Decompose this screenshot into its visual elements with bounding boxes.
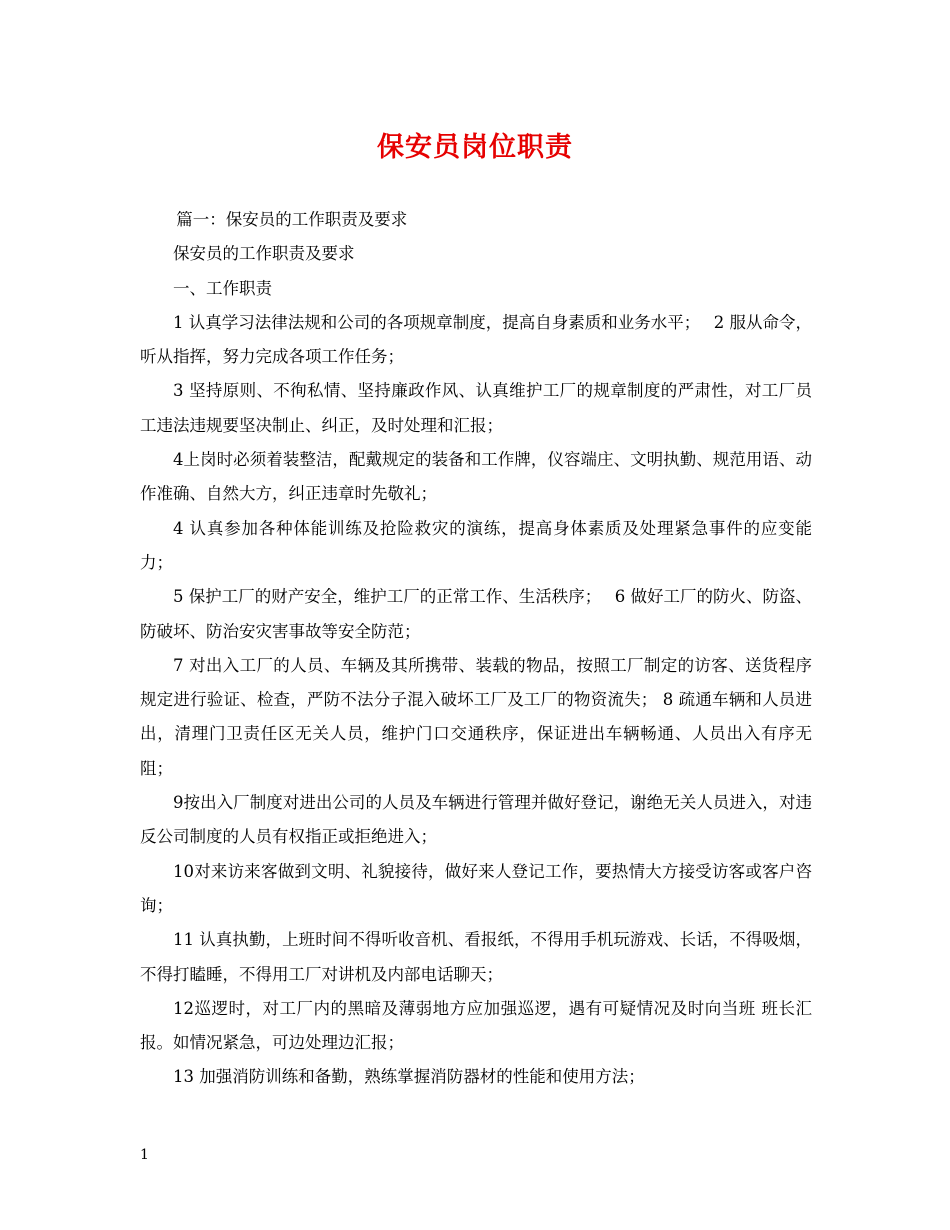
paragraph: 13 加强消防训练和备勤，熟练掌握消防器材的性能和使用方法； [173,1067,645,1087]
paragraph: 12巡逻时，对工厂内的黑暗及薄弱地方应加强巡逻，遇有可疑情况及时向当班 班长汇报。如情况紧急，可边处理边汇报； [140,998,812,1053]
paragraph: 9按出入厂制度对进出公司的人员及车辆进行管理并做好登记，谢绝无关人员进入，对违反公司制度的人员有权指正或拒绝进入； [140,793,812,847]
document-body [140,203,812,1095]
section-title: 一、工作职责 [173,278,272,298]
paragraph: 1 认真学习法律法规和公司的各项规章制度，提高自身素质和业务水平； 2 服从命令，听从指挥，努力完成各项工作任务； [140,312,812,367]
paragraph: 5 保护工厂的财产安全，维护工厂的正常工作、生活秩序； 6 做好工厂的防火、防盗、防破坏、防治安灾害事故等安全防范； [140,587,812,641]
paragraph: 4上岗时必须着装整洁，配戴规定的装备和工作牌，仪容端庄、文明执勤、规范用语、动作准确、自然大方，纠正违章时先敬礼； [140,450,812,504]
document-title: 保安员岗位职责 [377,132,573,163]
paragraph: 4 认真参加各种体能训练及抢险救灾的演练，提高身体素质及处理紧急事件的应变能力； [140,518,812,572]
page-number: 1 [140,1147,149,1163]
section-heading: 篇一：保安员的工作职责及要求 [176,210,408,229]
paragraph: 10对来访来客做到文明、礼貌接待，做好来人登记工作，要热情大方接受访客或客户咨询； [140,861,812,915]
paragraph: 11 认真执勤，上班时间不得听收音机、看报纸，不得用手机玩游戏、长话，不得吸烟，不得打瞌睡，不得用工厂对讲机及内部电话聊天； [140,930,812,984]
paragraph: 7 对出入工厂的人员、车辆及其所携带、装载的物品，按照工厂制定的访客、送货程序规定进行验证、检查，严防不法分子混入破坏工厂及工厂的物资流失； 8 疏通车辆和人员进出，清理门卫责任区无关人员，维护门口交通秩序，保证进出车辆畅通、人员出入有序无阻； [140,655,812,778]
subheading: 保安员的工作职责及要求 [173,244,355,264]
paragraph: 3 坚持原则、不徇私情、坚持廉政作风、认真维护工厂的规章制度的严肃性，对工厂员工违法违规要坚决制止、纠正，及时处理和汇报； [140,381,812,435]
